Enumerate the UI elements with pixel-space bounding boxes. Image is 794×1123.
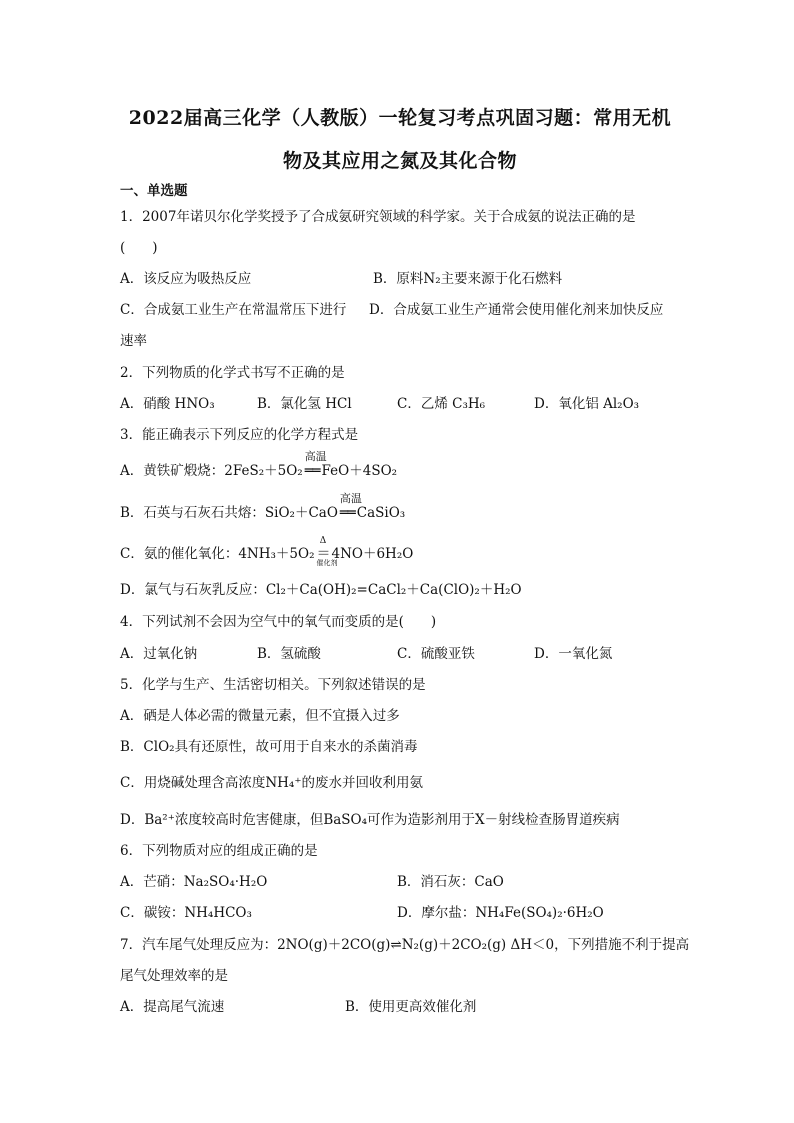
- option-c-reactants: 4NH₃＋5O₂: [238, 546, 315, 562]
- question-4-option-c: C．硫酸亚铁: [397, 646, 475, 662]
- question-3-option-b: [120, 492, 406, 523]
- question-7-stem: 7．汽车尾气处理反应为：2NO(g)＋2CO(g)⇌N₂(g)＋2CO₂(g) ΔH＜0，下列措施不利于提高: [120, 937, 690, 953]
- equals-sign: ══: [304, 463, 320, 479]
- question-7-stem-continued: 尾气处理效率的是: [120, 968, 228, 984]
- section-heading: 一、单选题: [120, 183, 188, 199]
- reaction-condition-arrow: [339, 492, 362, 523]
- question-1-stem: 1．2007年诺贝尔化学奖授予了合成氨研究领域的科学家。关于合成氨的说法正确的是: [120, 209, 636, 225]
- document-title-line1: 2022届高三化学（人教版）一轮复习考点巩固习题：常用无机: [128, 107, 672, 129]
- question-5-stem: 5．化学与生产、生活密切相关。下列叙述错误的是: [120, 677, 426, 693]
- option-a-prefix: A．黄铁矿煅烧：: [120, 463, 225, 479]
- question-3-stem: 3．能正确表示下列反应的化学方程式是: [120, 427, 359, 443]
- reaction-condition-arrow: [316, 536, 338, 567]
- condition-label: 高温: [339, 492, 362, 505]
- option-a-products: FeO＋4SO₂: [321, 463, 398, 479]
- option-c-products: 4NO＋6H₂O: [331, 546, 414, 562]
- question-4-option-d: D．一氧化氮: [534, 646, 613, 662]
- question-1-stem-bracket: ( ): [120, 240, 158, 256]
- question-1-option-a: A．该反应为吸热反应: [120, 271, 252, 287]
- question-2-stem: 2．下列物质的化学式书写不正确的是: [120, 365, 345, 381]
- question-3-option-d: [120, 580, 522, 600]
- question-3-option-a: [120, 450, 398, 481]
- question-5-option-a: A．硒是人体必需的微量元素，但不宜摄入过多: [120, 708, 400, 724]
- option-b-prefix: B．石英与石灰石共熔：: [120, 505, 265, 521]
- question-6-option-a: A．芒硝：Na₂SO₄·H₂O: [120, 874, 268, 890]
- equals-sign: ＝: [316, 546, 330, 562]
- question-6-stem: 6．下列物质对应的组成正确的是: [120, 843, 318, 859]
- condition-label-below: 催化剂: [316, 559, 338, 567]
- question-2-option-d: D．氧化铝 Al₂O₃: [534, 396, 640, 412]
- option-a-reactants: 2FeS₂＋5O₂: [224, 463, 303, 479]
- reaction-condition-arrow: [304, 450, 327, 481]
- question-5-option-c: C．用烧碱处理含高浓度NH₄⁺的废水并回收利用氨: [120, 775, 423, 791]
- question-1-option-d-continued: 速率: [120, 333, 147, 349]
- equals-sign: ══: [339, 505, 355, 521]
- option-b-products: CaSiO₃: [356, 505, 406, 521]
- document-title-line2: 物及其应用之氮及其化合物: [282, 150, 517, 172]
- option-d-prefix: D．氯气与石灰乳反应：: [120, 582, 266, 598]
- question-5-option-b: B．ClO₂具有还原性，故可用于自来水的杀菌消毒: [120, 739, 418, 755]
- question-1-option-c: C．合成氨工业生产在常温常压下进行: [120, 302, 347, 318]
- option-b-reactants: SiO₂＋CaO: [264, 505, 338, 521]
- question-2-option-c: C．乙烯 C₃H₆: [397, 396, 486, 412]
- question-3-option-c: [120, 536, 414, 567]
- question-5-option-d: D．Ba²⁺浓度较高时危害健康，但BaSO₄可作为造影剂用于X－射线检查肠胃道疾病: [120, 812, 620, 828]
- question-1-option-d: D．合成氨工业生产通常会使用催化剂来加快反应: [369, 302, 664, 318]
- question-1-option-b: B．原料N₂主要来源于化石燃料: [373, 271, 563, 287]
- question-4-stem: 4．下列试剂不会因为空气中的氧气而变质的是( ): [120, 614, 437, 630]
- condition-label: Δ: [319, 536, 327, 546]
- question-2-option-a: A．硝酸 HNO₃: [120, 396, 215, 412]
- question-4-option-b: B．氢硫酸: [257, 646, 321, 662]
- question-7-option-a: A．提高尾气流速: [120, 999, 225, 1015]
- question-6-option-d: D．摩尔盐：NH₄Fe(SO₄)₂·6H₂O: [397, 905, 604, 921]
- question-2-option-b: B．氯化氢 HCl: [257, 396, 352, 412]
- question-7-option-b: B．使用更高效催化剂: [345, 999, 477, 1015]
- option-d-equation: Cl₂＋Ca(OH)₂=CaCl₂＋Ca(ClO)₂＋H₂O: [265, 582, 522, 598]
- question-6-option-c: C．碳铵：NH₄HCO₃: [120, 905, 252, 921]
- question-4-option-a: A．过氧化钠: [120, 646, 198, 662]
- condition-label: 高温: [304, 450, 327, 463]
- question-6-option-b: B．消石灰：CaO: [397, 874, 504, 890]
- option-c-prefix: C．氨的催化氧化：: [120, 546, 239, 562]
